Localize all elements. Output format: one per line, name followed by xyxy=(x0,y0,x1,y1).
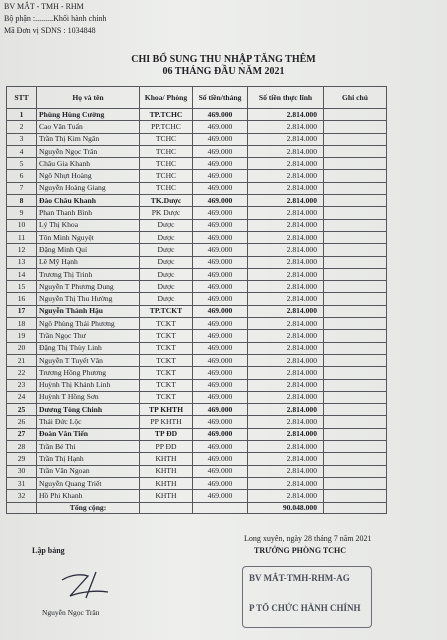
row-stt: 15 xyxy=(7,281,37,293)
row-note xyxy=(324,219,387,231)
row-monthly: 469.000 xyxy=(193,158,248,170)
row-dept: TCHC xyxy=(140,133,193,145)
row-note xyxy=(324,391,387,403)
row-dept: Dược xyxy=(140,244,193,256)
row-name: Ngô Phùng Thái Phương xyxy=(37,318,140,330)
row-total: 2.814.000 xyxy=(248,231,324,243)
row-total: 2.814.000 xyxy=(248,342,324,354)
row-note xyxy=(324,354,387,366)
payment-table xyxy=(6,86,387,514)
department-line: Bộ phận :.........Khối hành chính xyxy=(4,14,107,23)
official-stamp xyxy=(242,566,372,628)
stamp-line-1: BV MẮT-TMH-RHM-AG xyxy=(249,573,350,583)
row-monthly: 469.000 xyxy=(193,367,248,379)
row-note xyxy=(324,441,387,453)
row-monthly: 469.000 xyxy=(193,391,248,403)
row-stt: 22 xyxy=(7,367,37,379)
row-total: 2.814.000 xyxy=(248,268,324,280)
row-monthly: 469.000 xyxy=(193,109,248,121)
row-monthly: 469.000 xyxy=(193,182,248,194)
row-monthly: 469.000 xyxy=(193,207,248,219)
row-stt: 7 xyxy=(7,182,37,194)
row-total: 2.814.000 xyxy=(248,453,324,465)
row-monthly: 469.000 xyxy=(193,195,248,207)
row-dept: TCKT xyxy=(140,391,193,403)
row-name: Cao Văn Tuấn xyxy=(37,121,140,133)
row-dept: Dược xyxy=(140,293,193,305)
table-row xyxy=(7,256,387,268)
row-dept: KHTH xyxy=(140,453,193,465)
row-note xyxy=(324,342,387,354)
row-dept: TCKT xyxy=(140,342,193,354)
row-total: 2.814.000 xyxy=(248,428,324,440)
row-total: 2.814.000 xyxy=(248,367,324,379)
row-note xyxy=(324,330,387,342)
row-monthly: 469.000 xyxy=(193,416,248,428)
row-total: 2.814.000 xyxy=(248,133,324,145)
col-note: Ghi chú xyxy=(324,87,387,109)
row-name: Trần Bé Thi xyxy=(37,441,140,453)
row-total: 2.814.000 xyxy=(248,330,324,342)
row-total: 2.814.000 xyxy=(248,281,324,293)
row-note xyxy=(324,158,387,170)
table-row xyxy=(7,219,387,231)
row-name: Trần Ngọc Thư xyxy=(37,330,140,342)
row-name: Nguyễn Hoàng Giang xyxy=(37,182,140,194)
row-total: 2.814.000 xyxy=(248,416,324,428)
row-note xyxy=(324,453,387,465)
table-row xyxy=(7,170,387,182)
total-row xyxy=(7,502,387,513)
row-total: 2.814.000 xyxy=(248,207,324,219)
row-dept: TCHC xyxy=(140,182,193,194)
row-stt: 30 xyxy=(7,465,37,477)
row-stt: 28 xyxy=(7,441,37,453)
row-total: 2.814.000 xyxy=(248,244,324,256)
row-note xyxy=(324,170,387,182)
row-dept: KHTH xyxy=(140,477,193,489)
table-row xyxy=(7,244,387,256)
row-dept: Dược xyxy=(140,231,193,243)
row-total: 2.814.000 xyxy=(248,318,324,330)
table-row xyxy=(7,465,387,477)
row-total: 2.814.000 xyxy=(248,121,324,133)
row-note xyxy=(324,318,387,330)
row-dept: TCKT xyxy=(140,379,193,391)
table-row xyxy=(7,318,387,330)
row-dept: TP.TCHC xyxy=(140,109,193,121)
row-note xyxy=(324,207,387,219)
table-row xyxy=(7,391,387,403)
table-row xyxy=(7,354,387,366)
row-name: Lê Mỹ Hạnh xyxy=(37,256,140,268)
row-stt: 17 xyxy=(7,305,37,317)
row-name: Phùng Hùng Cường xyxy=(37,109,140,121)
row-total: 2.814.000 xyxy=(248,490,324,502)
row-stt: 16 xyxy=(7,293,37,305)
row-dept: TCKT xyxy=(140,367,193,379)
row-name: Đặng Thị Thùy Linh xyxy=(37,342,140,354)
table-header-row xyxy=(7,87,387,109)
row-note xyxy=(324,404,387,416)
row-note xyxy=(324,195,387,207)
row-total: 2.814.000 xyxy=(248,477,324,489)
table-row xyxy=(7,231,387,243)
table-row xyxy=(7,416,387,428)
row-name: Nguyễn Thành Hậu xyxy=(37,305,140,317)
row-note xyxy=(324,465,387,477)
row-name: Trần Thị Kim Ngân xyxy=(37,133,140,145)
row-monthly: 469.000 xyxy=(193,244,248,256)
row-name: Nguyễn Ngọc Trân xyxy=(37,145,140,157)
row-stt: 12 xyxy=(7,244,37,256)
row-monthly: 469.000 xyxy=(193,428,248,440)
row-dept: Dược xyxy=(140,256,193,268)
row-total: 2.814.000 xyxy=(248,305,324,317)
row-name: Đoàn Văn Tiến xyxy=(37,428,140,440)
row-stt: 14 xyxy=(7,268,37,280)
row-total: 2.814.000 xyxy=(248,465,324,477)
row-note xyxy=(324,109,387,121)
row-monthly: 469.000 xyxy=(193,379,248,391)
row-note xyxy=(324,416,387,428)
row-dept: TCKT xyxy=(140,330,193,342)
stamp-line-2: P TỔ CHỨC HÀNH CHÍNH xyxy=(249,603,361,613)
row-total: 2.814.000 xyxy=(248,293,324,305)
row-monthly: 469.000 xyxy=(193,231,248,243)
row-name: Nguyễn Thị Thu Hường xyxy=(37,293,140,305)
row-total: 2.814.000 xyxy=(248,256,324,268)
row-total: 2.814.000 xyxy=(248,158,324,170)
row-name: Hồ Phi Khanh xyxy=(37,490,140,502)
row-name: Châu Gia Khanh xyxy=(37,158,140,170)
row-total: 2.814.000 xyxy=(248,195,324,207)
row-name: Phan Thanh Bình xyxy=(37,207,140,219)
row-monthly: 469.000 xyxy=(193,256,248,268)
row-note xyxy=(324,379,387,391)
table-row xyxy=(7,133,387,145)
row-stt: 3 xyxy=(7,133,37,145)
row-dept: TP.TCKT xyxy=(140,305,193,317)
row-stt: 2 xyxy=(7,121,37,133)
row-stt: 10 xyxy=(7,219,37,231)
document-title: CHI BỔ SUNG THU NHẬP TĂNG THÊM xyxy=(131,54,316,65)
table-row xyxy=(7,441,387,453)
row-stt: 11 xyxy=(7,231,37,243)
table-row xyxy=(7,428,387,440)
row-dept: TP ĐD xyxy=(140,428,193,440)
col-name: Họ và tên xyxy=(37,87,140,109)
head-of-dept-label: TRƯỞNG PHÒNG TCHC xyxy=(254,546,347,555)
row-note xyxy=(324,268,387,280)
row-stt: 5 xyxy=(7,158,37,170)
row-name: Thái Đức Lộc xyxy=(37,416,140,428)
row-dept: TP KHTH xyxy=(140,404,193,416)
row-stt: 21 xyxy=(7,354,37,366)
row-dept: KHTH xyxy=(140,465,193,477)
table-row xyxy=(7,109,387,121)
row-monthly: 469.000 xyxy=(193,477,248,489)
row-dept: PP ĐD xyxy=(140,441,193,453)
table-row xyxy=(7,207,387,219)
row-note xyxy=(324,256,387,268)
row-note xyxy=(324,477,387,489)
row-stt: 29 xyxy=(7,453,37,465)
row-monthly: 469.000 xyxy=(193,441,248,453)
row-total: 2.814.000 xyxy=(248,145,324,157)
table-row xyxy=(7,404,387,416)
row-monthly: 469.000 xyxy=(193,219,248,231)
row-stt: 23 xyxy=(7,379,37,391)
table-row xyxy=(7,379,387,391)
table-row xyxy=(7,158,387,170)
row-note xyxy=(324,133,387,145)
row-stt: 13 xyxy=(7,256,37,268)
row-monthly: 469.000 xyxy=(193,293,248,305)
table-row xyxy=(7,367,387,379)
row-dept: TK.Dược xyxy=(140,195,193,207)
row-note xyxy=(324,281,387,293)
row-name: Trần Văn Ngoan xyxy=(37,465,140,477)
row-note xyxy=(324,293,387,305)
row-name: Ngô Nhựt Hoàng xyxy=(37,170,140,182)
col-dept: Khoa/ Phòng xyxy=(140,87,193,109)
row-monthly: 469.000 xyxy=(193,465,248,477)
row-name: Đặng Minh Quí xyxy=(37,244,140,256)
row-dept: TCHC xyxy=(140,145,193,157)
table-row xyxy=(7,268,387,280)
row-dept: KHTH xyxy=(140,490,193,502)
sdns-code: Mã Đơn vị SDNS : 1034848 xyxy=(4,26,96,35)
table-row xyxy=(7,293,387,305)
row-monthly: 469.000 xyxy=(193,330,248,342)
row-stt: 27 xyxy=(7,428,37,440)
table-row xyxy=(7,330,387,342)
row-note xyxy=(324,121,387,133)
signature-mark xyxy=(56,566,126,602)
row-dept: PP KHTH xyxy=(140,416,193,428)
row-total: 2.814.000 xyxy=(248,441,324,453)
row-monthly: 469.000 xyxy=(193,268,248,280)
row-dept: PP.TCHC xyxy=(140,121,193,133)
row-name: Trương Thị Trinh xyxy=(37,268,140,280)
row-stt: 26 xyxy=(7,416,37,428)
row-name: Trương Hồng Phương xyxy=(37,367,140,379)
row-note xyxy=(324,305,387,317)
row-name: Lý Thị Khoa xyxy=(37,219,140,231)
row-monthly: 469.000 xyxy=(193,490,248,502)
row-stt: 1 xyxy=(7,109,37,121)
row-note xyxy=(324,145,387,157)
row-monthly: 469.000 xyxy=(193,404,248,416)
table-row xyxy=(7,195,387,207)
date-line: Long xuyên, ngày 28 tháng 7 năm 2021 xyxy=(244,534,372,543)
row-dept: TCHC xyxy=(140,158,193,170)
row-dept: Dược xyxy=(140,219,193,231)
row-stt: 32 xyxy=(7,490,37,502)
row-total: 2.814.000 xyxy=(248,170,324,182)
row-stt: 19 xyxy=(7,330,37,342)
row-monthly: 469.000 xyxy=(193,121,248,133)
document-subtitle: 06 THÁNG ĐẦU NĂM 2021 xyxy=(162,66,285,77)
row-note xyxy=(324,490,387,502)
row-note xyxy=(324,244,387,256)
preparer-name: Nguyễn Ngọc Trân xyxy=(42,608,100,617)
row-note xyxy=(324,367,387,379)
row-stt: 4 xyxy=(7,145,37,157)
row-total: 2.814.000 xyxy=(248,354,324,366)
row-total: 2.814.000 xyxy=(248,379,324,391)
table-row xyxy=(7,145,387,157)
row-note xyxy=(324,182,387,194)
table-row xyxy=(7,182,387,194)
row-name: Trần Thị Hạnh xyxy=(37,453,140,465)
row-name: Dương Tòng Chinh xyxy=(37,404,140,416)
table-row xyxy=(7,121,387,133)
row-note xyxy=(324,428,387,440)
row-note xyxy=(324,231,387,243)
org-name: BV MẮT - TMH - RHM xyxy=(4,2,84,11)
row-total: 2.814.000 xyxy=(248,219,324,231)
row-monthly: 469.000 xyxy=(193,453,248,465)
row-dept: PK Dược xyxy=(140,207,193,219)
table-body xyxy=(7,109,387,503)
col-total: Số tiền thực lĩnh xyxy=(248,87,324,109)
row-total: 2.814.000 xyxy=(248,404,324,416)
row-stt: 8 xyxy=(7,195,37,207)
table-row xyxy=(7,281,387,293)
row-dept: Dược xyxy=(140,268,193,280)
table-row xyxy=(7,490,387,502)
row-stt: 9 xyxy=(7,207,37,219)
row-name: Huỳnh Thị Khánh Linh xyxy=(37,379,140,391)
row-stt: 31 xyxy=(7,477,37,489)
row-name: Huỳnh T Hồng Sơn xyxy=(37,391,140,403)
table-row xyxy=(7,342,387,354)
row-stt: 18 xyxy=(7,318,37,330)
total-value: 90.048.000 xyxy=(248,502,324,513)
row-stt: 25 xyxy=(7,404,37,416)
row-stt: 24 xyxy=(7,391,37,403)
row-monthly: 469.000 xyxy=(193,281,248,293)
row-monthly: 469.000 xyxy=(193,318,248,330)
row-monthly: 469.000 xyxy=(193,145,248,157)
row-monthly: 469.000 xyxy=(193,354,248,366)
row-stt: 6 xyxy=(7,170,37,182)
col-monthly: Số tiền/tháng xyxy=(193,87,248,109)
row-name: Đào Châu Khanh xyxy=(37,195,140,207)
row-dept: Dược xyxy=(140,281,193,293)
row-name: Nguyễn Quang Triết xyxy=(37,477,140,489)
table-row xyxy=(7,305,387,317)
row-monthly: 469.000 xyxy=(193,342,248,354)
col-stt: STT xyxy=(7,87,37,109)
row-name: Nguyễn T Phương Dung xyxy=(37,281,140,293)
row-name: Nguyễn T Tuyết Vân xyxy=(37,354,140,366)
row-dept: TCKT xyxy=(140,354,193,366)
table-row xyxy=(7,453,387,465)
row-total: 2.814.000 xyxy=(248,391,324,403)
row-total: 2.814.000 xyxy=(248,182,324,194)
row-stt: 20 xyxy=(7,342,37,354)
row-dept: TCKT xyxy=(140,318,193,330)
row-name: Tôn Minh Nguyệt xyxy=(37,231,140,243)
prepared-by-label: Lập bảng xyxy=(32,546,65,555)
row-monthly: 469.000 xyxy=(193,305,248,317)
row-monthly: 469.000 xyxy=(193,133,248,145)
row-monthly: 469.000 xyxy=(193,170,248,182)
table-row xyxy=(7,477,387,489)
row-total: 2.814.000 xyxy=(248,109,324,121)
row-dept: TCHC xyxy=(140,170,193,182)
total-label: Tổng cộng: xyxy=(37,502,140,513)
